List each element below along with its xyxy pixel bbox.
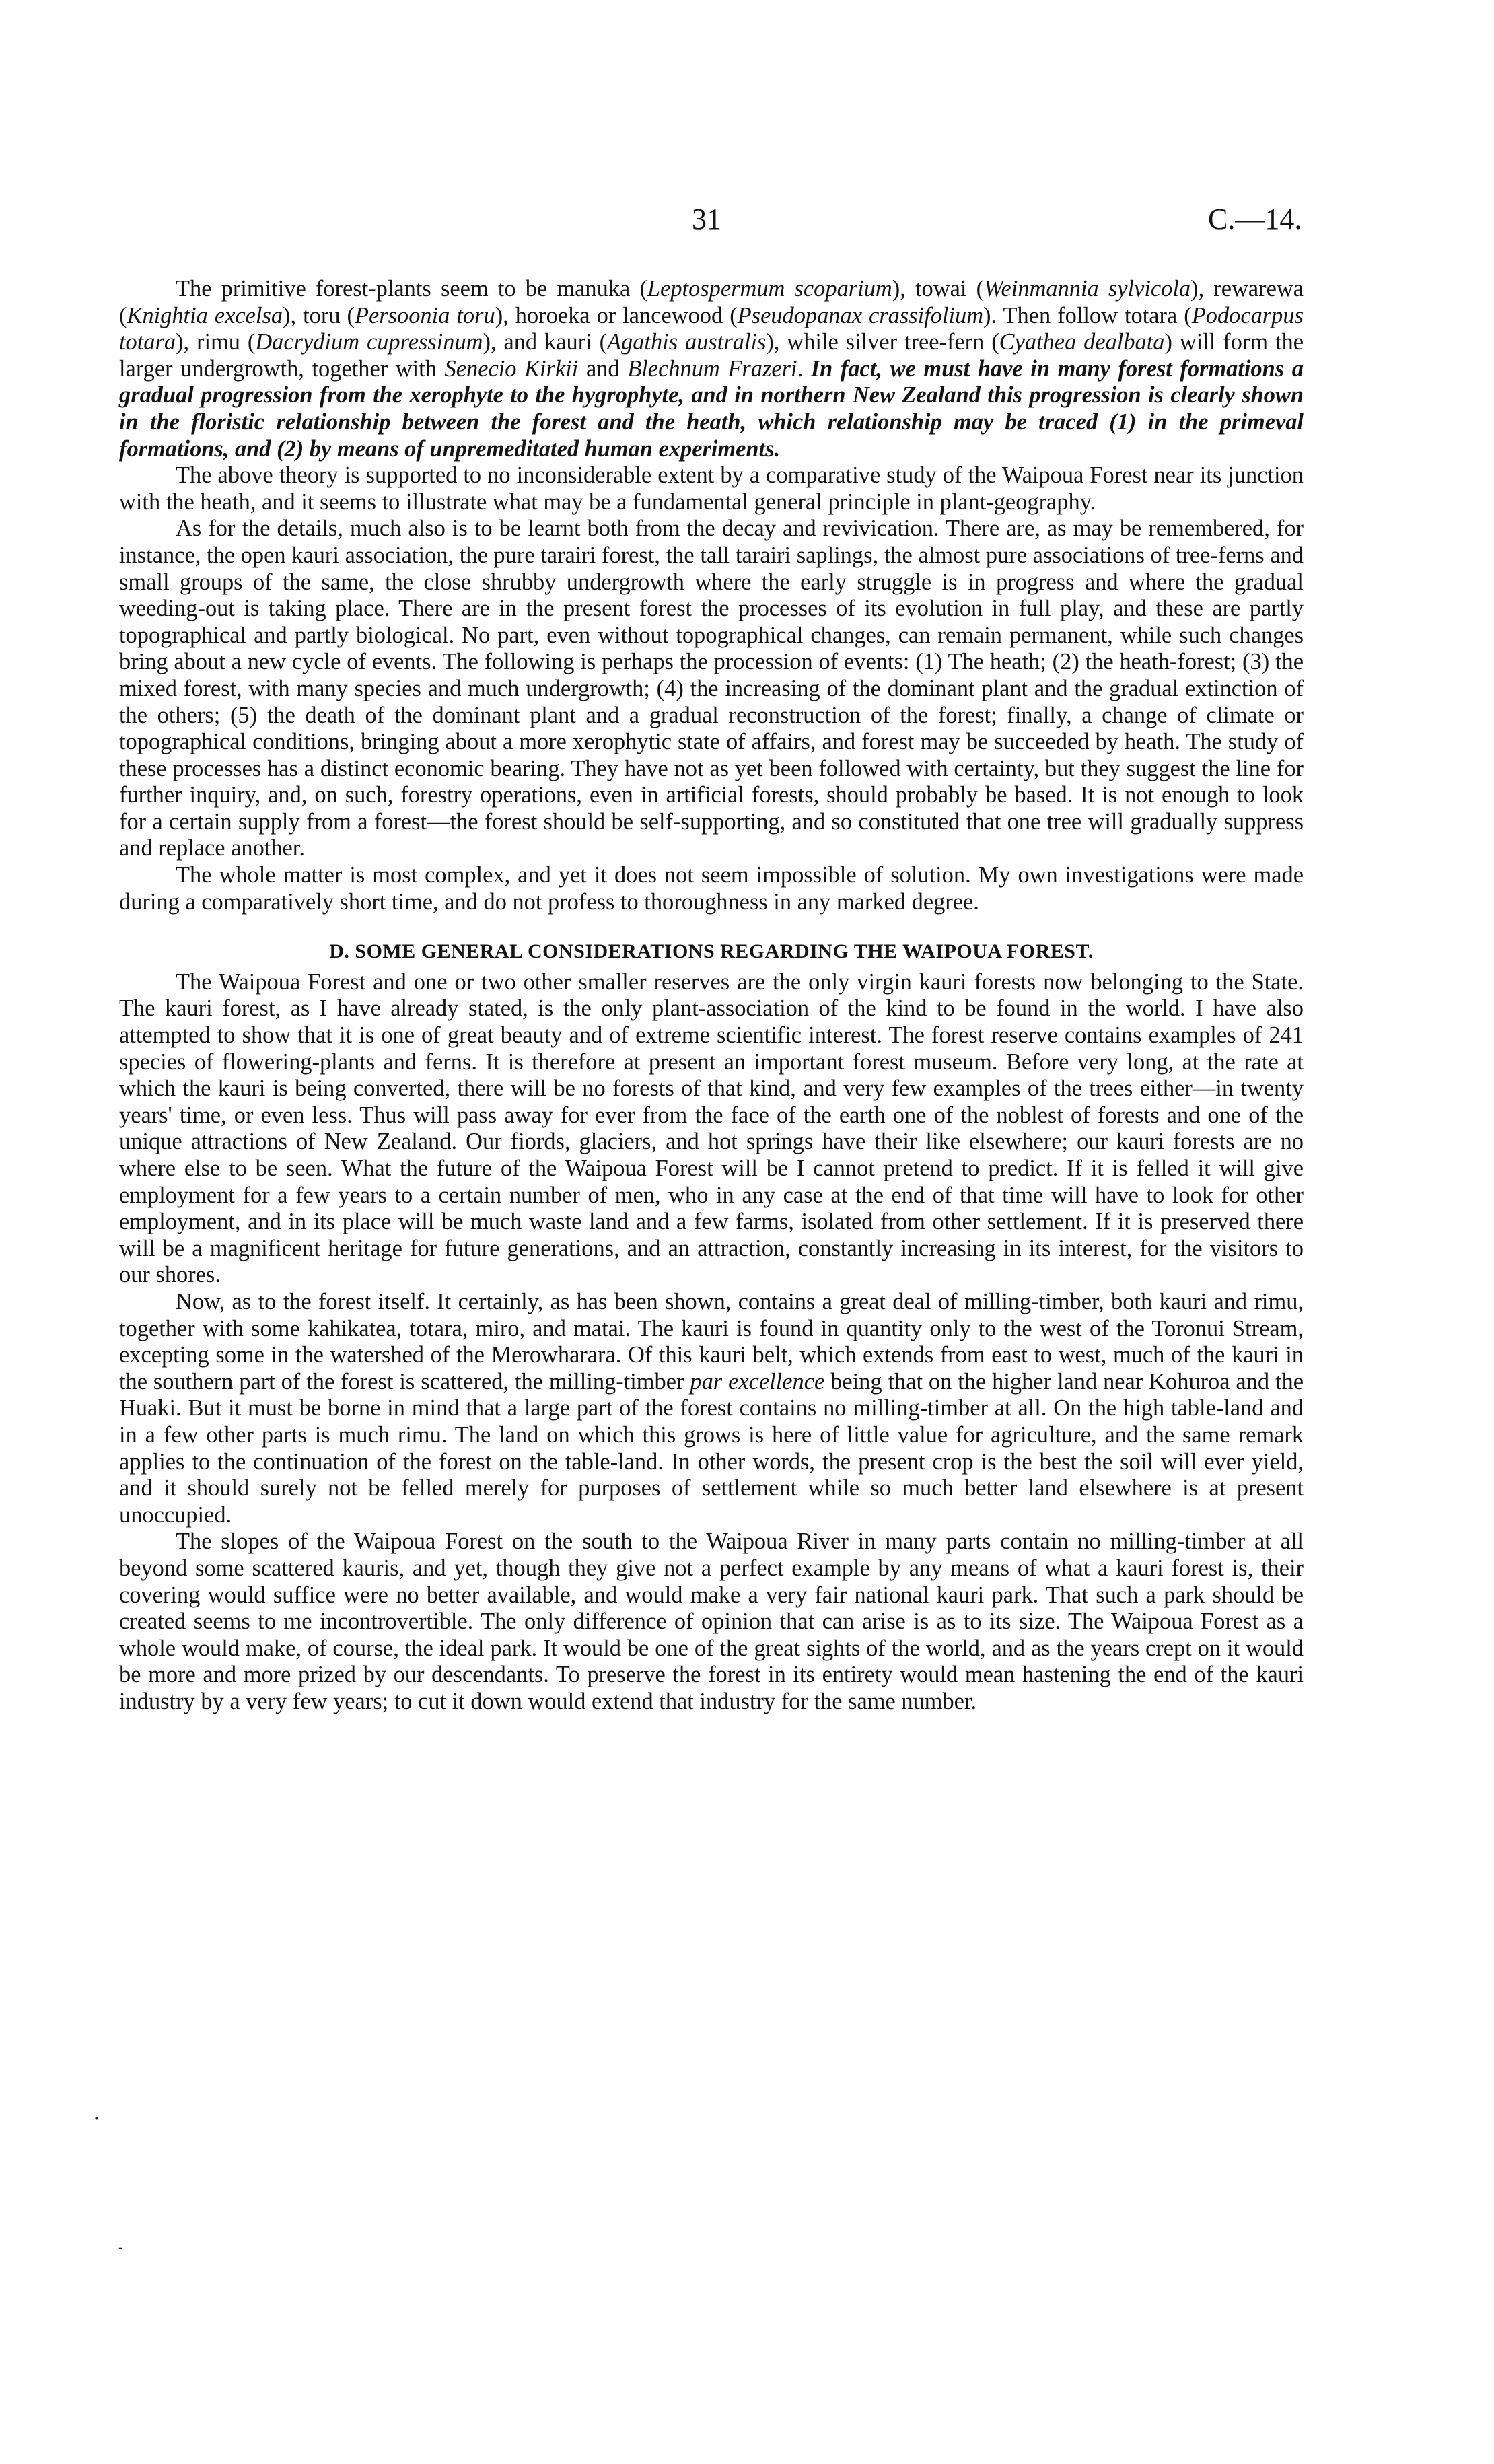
paragraph-details-decay: As for the details, much also is to be learnt both from the decay and revivication. There are, as may be remembered, for instance, the open kauri association, the pure tarairi forest, the tall tarairi saplings, the almost pure associations of tree-ferns and small groups of the same, the close shrubby undergrowth where the early struggle is in progress and where the gradual weeding-out is taking place. There are in the present forest the processes of its evolution in full play, and these are partly topographical and partly biological. No part, even without topographical changes, can remain permanent, while such changes bring about a new cycle of events. The following is perhaps the procession of events: (1) The heath; (2) the heath-forest; (3) the mixed forest, with many species and much undergrowth; (4) the increasing of the dominant plant and the gradual extinction of the others; (5) the death of the dominant plant and a gradual reconstruction of the forest; finally, a change of climate or topographical conditions, bringing about a more xerophytic state of affairs, and forest may be succeeded by heath. The study of these processes has a distinct economic bearing. They have not as yet been followed with certainty, but they suggest the line for further inquiry, and, on such, forestry operations, even in artificial forests, should probably be based. It is not enough to look for a certain supply from a forest—the forest should be self-supporting, and so constituted that one tree will gradually suppress and replace another. [119,516,1304,861]
paragraph-waipoua-virgin-forests: The Waipoua Forest and one or two other smaller reserves are the only virgin kauri forests now belonging to the State. The kauri forest, as I have already stated, is the only plant-association of the kind to be found in the world. I have also attempted to show that it is one of great beauty and of extreme scientific interest. The forest reserve contains examples of 241 species of flowering-plants and ferns. It is therefore at present an important forest museum. Before very long, at the rate at which the kauri is being converted, there will be no forests of that kind, and very few examples of the trees either—in twenty years' time, or even less. Thus will pass away for ever from the face of the earth one of the noblest of forests and one of the unique attractions of New Zealand. Our fiords, glaciers, and hot springs have their like elsewhere; our kauri forests are no where else to be seen. What the future of the Waipoua Forest will be I cannot pretend to predict. If it is felled it will give employment for a few years to a certain number of men, who in any case at the end of that time will have to look for other employment, and in its place will be much waste land and a few farms, isolated from other settlement. If it is preserved there will be a magnificent heritage for future generations, and an attraction, constantly increasing in its interest, for the visitors to our shores. [119,969,1304,1288]
species-name: Knightia excelsa [127,302,283,328]
species-name: Dacrydium cupressinum [255,329,483,355]
section-heading-d: D. SOME GENERAL CONSIDERATIONS REGARDING THE WAIPOUA FOREST. [329,940,1094,963]
species-name: Leptospermum scoparium [647,276,892,302]
text-run: . [797,355,811,382]
text-run: ), towai ( [892,276,985,302]
text-run: ) will form the larger undergrowth, together with [119,329,1304,382]
text-run: The primitive forest-plants seem to be manuka ( [176,276,647,302]
emphasized-statement: In fact, we must have in many forest formations a gradual progression from the xerophyte to the hygrophyte, and in northern New Zealand this progression is clearly shown in the floristic relationship between the forest and the heath, which relationship may be traced (1) in the primeval formations, and (2) by means of unpremeditated human experiments. [119,355,1304,462]
text-run: ), toru ( [283,302,355,328]
species-name: Senecio Kirkii [444,355,579,382]
text-run: Now, as to the forest itself. It certainly, as has been shown, contains a great deal of milling-timber, both kauri and rimu, together with some kahikatea, totara, miro, and matai. The kauri is found in quantity only to the west of the Toronui Stream, excepting some in the watershed of the Merowharara. Of this kauri belt, which extends from east to west, much of the kauri in the southern part of the forest is scattered, the milling-timber [119,1288,1304,1395]
margin-dash-mark: - [118,2241,122,2254]
document-code: C.—14. [1208,203,1302,236]
page-body [119,276,1304,1715]
text-run: and [578,355,628,382]
text-run: ), rimu ( [176,329,256,355]
page-number: 31 [692,203,721,236]
species-name: Cyathea dealbata [999,329,1165,355]
paragraph-matter-complex: The whole matter is most complex, and yet it does not seem impossible of solution. My own investigations were made during a comparatively short time, and do not profess to thoroughness in any marked degree. [119,862,1304,915]
paragraph-slopes-national-park: The slopes of the Waipoua Forest on the south to the Waipoua River in many parts contain no milling-timber at all beyond some scattered kauris, and yet, though they give not a perfect example by any means of what a kauri forest is, their covering would suffice were no better available, and would make a very fair national kauri park. That such a park should be created seems to me incontrovertible. The only difference of opinion that can arise is as to its size. The Waipoua Forest as a whole would make, of course, the ideal park. It would be one of the great sights of the world, and as the years crept on it would be more and more prized by our descendants. To preserve the forest in its entirety would mean hastening the end of the kauri industry by a very few years; to cut it down would extend that industry for the same number. [119,1528,1304,1714]
text-run: ), horoeka or lancewood ( [495,302,738,328]
species-name: Podocarpus totara [119,302,1304,355]
text-run: ), while silver tree-fern ( [766,329,999,355]
species-name: Persoonia toru [354,302,495,328]
text-run: ), rewarewa ( [119,276,1304,328]
species-name: Pseudopanax crassifolium [737,302,984,328]
text-run: ). Then follow totara ( [983,302,1192,328]
species-name: Blechnum Frazeri [627,355,797,382]
text-run: ), and kauri ( [483,329,608,355]
species-name: Weinmannia sylvicola [984,276,1191,302]
species-name: Agathis australis [607,329,767,355]
paragraph-above-theory: The above theory is supported to no inconsiderable extent by a comparative study of the Waipoua Forest near its junction with the heath, and it seems to illustrate what may be a fundamental general principle in plant-geography. [119,462,1304,515]
italic-phrase: par excellence [690,1368,825,1395]
paragraph-primitive-forest-plants [119,276,1304,462]
paragraph-forest-itself [119,1289,1304,1528]
text-run: being that on the higher land near Kohuroa and the Huaki. But it must be borne in mind that a large part of the forest contains no milling-timber at all. On the high table-land and in a few other parts is much rimu. The land on which this grows is here of little value for agriculture, and the same remark applies to the continuation of the forest on the table-land. In other words, the present crop is the best the soil will ever yield, and it should surely not be felled merely for purposes of settlement while so much better land elsewhere is at present unoccupied. [119,1368,1304,1528]
margin-dot-mark: • [94,2112,100,2125]
